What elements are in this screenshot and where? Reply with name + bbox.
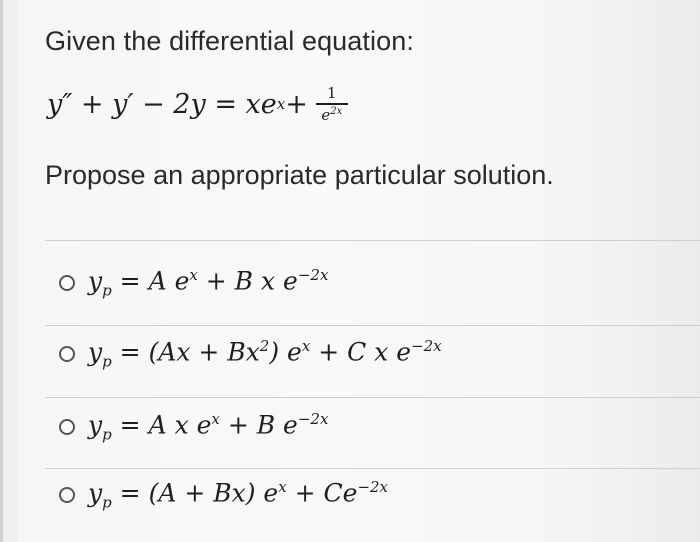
question-title: Given the differential equation: bbox=[45, 26, 414, 56]
option-label: $y_p = A$ x $e^x + B$ $e^{-2x}$ bbox=[88, 410, 329, 444]
divider bbox=[45, 325, 700, 326]
option-label: $y_p = A$ $e^x + B$ x $e^{-2x}$ bbox=[88, 266, 329, 300]
equation-lhs-exponent: x bbox=[276, 95, 286, 114]
answer-option-1[interactable] bbox=[45, 266, 328, 299]
equation-lhs: y″ + y′ − 2y = xe bbox=[47, 88, 277, 120]
fraction-denominator: $e^{2x}$ bbox=[321, 105, 343, 124]
question-card bbox=[17, 0, 700, 542]
fraction-numerator: 1 bbox=[327, 84, 337, 102]
question-prompt: Propose an appropriate particular solution. bbox=[45, 160, 554, 190]
answer-option-4[interactable] bbox=[45, 478, 388, 511]
option-label: $y_p = (A + Bx) e^x + Ce^{-2x}$ bbox=[88, 478, 389, 512]
fraction-denominator-exponent: 2x bbox=[330, 105, 343, 117]
equation-fraction bbox=[316, 86, 348, 123]
divider bbox=[45, 240, 700, 241]
differential-equation bbox=[47, 86, 348, 123]
radio-button[interactable] bbox=[59, 487, 75, 503]
radio-button[interactable] bbox=[59, 419, 75, 435]
equation-plus: + bbox=[285, 88, 308, 120]
divider bbox=[45, 397, 700, 398]
divider bbox=[45, 468, 700, 469]
radio-button[interactable] bbox=[59, 275, 75, 291]
answer-option-2[interactable] bbox=[45, 337, 442, 370]
answer-option-3[interactable] bbox=[45, 410, 328, 443]
radio-button[interactable] bbox=[59, 346, 75, 362]
option-label: $y_p = (Ax + Bx^2) e^x + C$ x $e^{-2x}$ bbox=[88, 337, 442, 371]
